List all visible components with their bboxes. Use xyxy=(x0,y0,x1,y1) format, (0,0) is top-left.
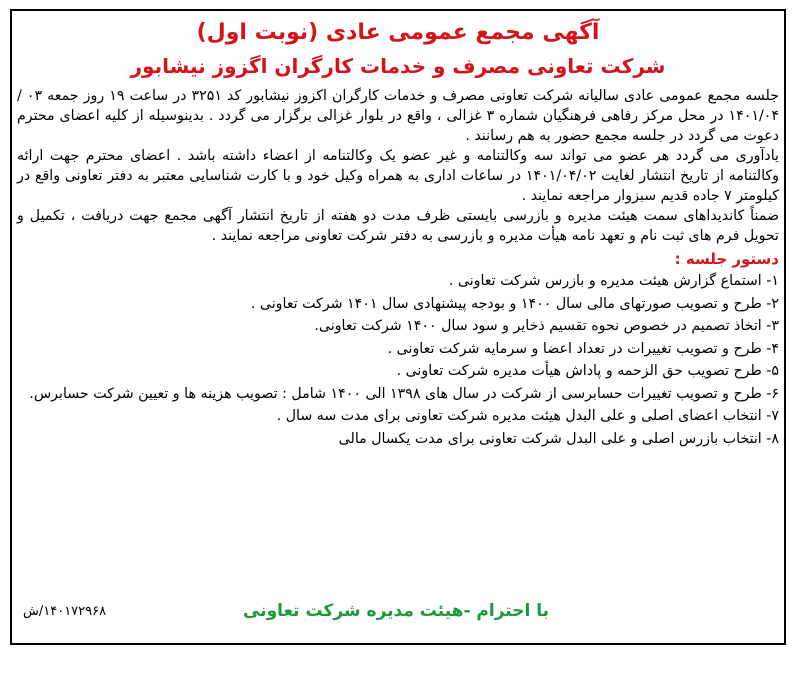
ad-title: آگهی مجمع عمومی عادی (نوبت اول) xyxy=(196,20,600,45)
meeting-paragraph: جلسه مجمع عمومی عادی سالیانه شرکت تعاونی مصرف و خدمات کارگران اکزوز نیشابور کد ۳۲۵۱ در ساعت ۱۹ روز جمعه ۰۳ /۱۴۰۱/۰۴ در محل مرکز رفاهی فرهنگیان شماره ۳ غزالی ، واقع در بلوار غزالی برگزار می گردد . بدینوسیله از کلیه اعضای محترم دعوت می گردد در جلسه مجمع حضور به هم رسانند . xyxy=(17,88,779,144)
agenda-item: ۱- استماع گزارش هیئت مدیره و بازرس شرکت تعاونی . xyxy=(448,273,779,289)
agenda-item: ۵- طرح تصویب حق الزحمه و پاداش هیأت مدیره شرکت تعاونی . xyxy=(396,363,779,379)
ad-footer xyxy=(17,598,779,628)
agenda-item: ۶- طرح و تصویب تغییرات حسابرسی از شرکت در سال های ۱۳۹۸ الی ۱۴۰۰ شامل : تصویب هزینه ها و تعیین شرکت حسابرس. xyxy=(29,385,779,402)
ad-body xyxy=(17,18,779,450)
ad-code: ۱۴۰۱۷۲۹۶۸/ش xyxy=(23,604,107,619)
agenda-item: ۲- طرح و تصویب صورتهای مالی سال ۱۴۰۰ و بودجه پیشنهادی سال ۱۴۰۱ شرکت تعاونی . xyxy=(250,295,779,312)
agenda-item: ۴- طرح و تصویب تغییرات در تعداد اعضا و سرمایه شرکت تعاونی . xyxy=(387,340,779,357)
agenda-item: ۸- انتخاب بازرس اصلی و علی البدل شرکت تعاونی برای مدت یکسال مالی xyxy=(338,430,779,447)
agenda-list xyxy=(17,270,779,450)
company-name: شرکت تعاونی مصرف و خدمات کارگران اگزوز نیشابور xyxy=(130,54,666,78)
proxy-paragraph: یادآوری می گردد هر عضو می تواند سه وکالتنامه و غیر عضو یک وکالتنامه از اعضاء داشته باشد . اعضای محترم جهت ارائه وکالتنامه از تاریخ انتشار لغایت ۱۴۰۱/۰۴/۰۲ در ساعات اداری به همراه وکیل خود و با کارت شناسایی معتبر به دفتر تعاونی واقع در کیلومتر ۷ جاده قدیم سبزوار مراجعه نمایند . xyxy=(17,148,779,204)
agenda-heading: دستور جلسه : xyxy=(674,250,779,268)
candidates-paragraph: ضمناً کاندیداهای سمت هیئت مدیره و بازرسی بایستی ظرف مدت دو هفته از تاریخ انتشار آگهی مجمع جهت دریافت ، تکمیل و تحویل فرم های ثبت نام و تعهد نامه هیأت مدیره و بازرسی به دفتر شرکت تعاونی مراجعه نمایند . xyxy=(17,208,779,244)
signature: با احترام -هیئت مدیره شرکت تعاونی xyxy=(243,601,549,621)
agenda-item: ۷- انتخاب اعضای اصلی و علی البدل هیئت مدیره شرکت تعاونی برای مدت سه سال . xyxy=(276,408,779,424)
agenda-item: ۳- اتخاذ تصمیم در خصوص نحوه تقسیم ذخایر و سود سال ۱۴۰۰ شرکت تعاونی. xyxy=(314,318,779,334)
